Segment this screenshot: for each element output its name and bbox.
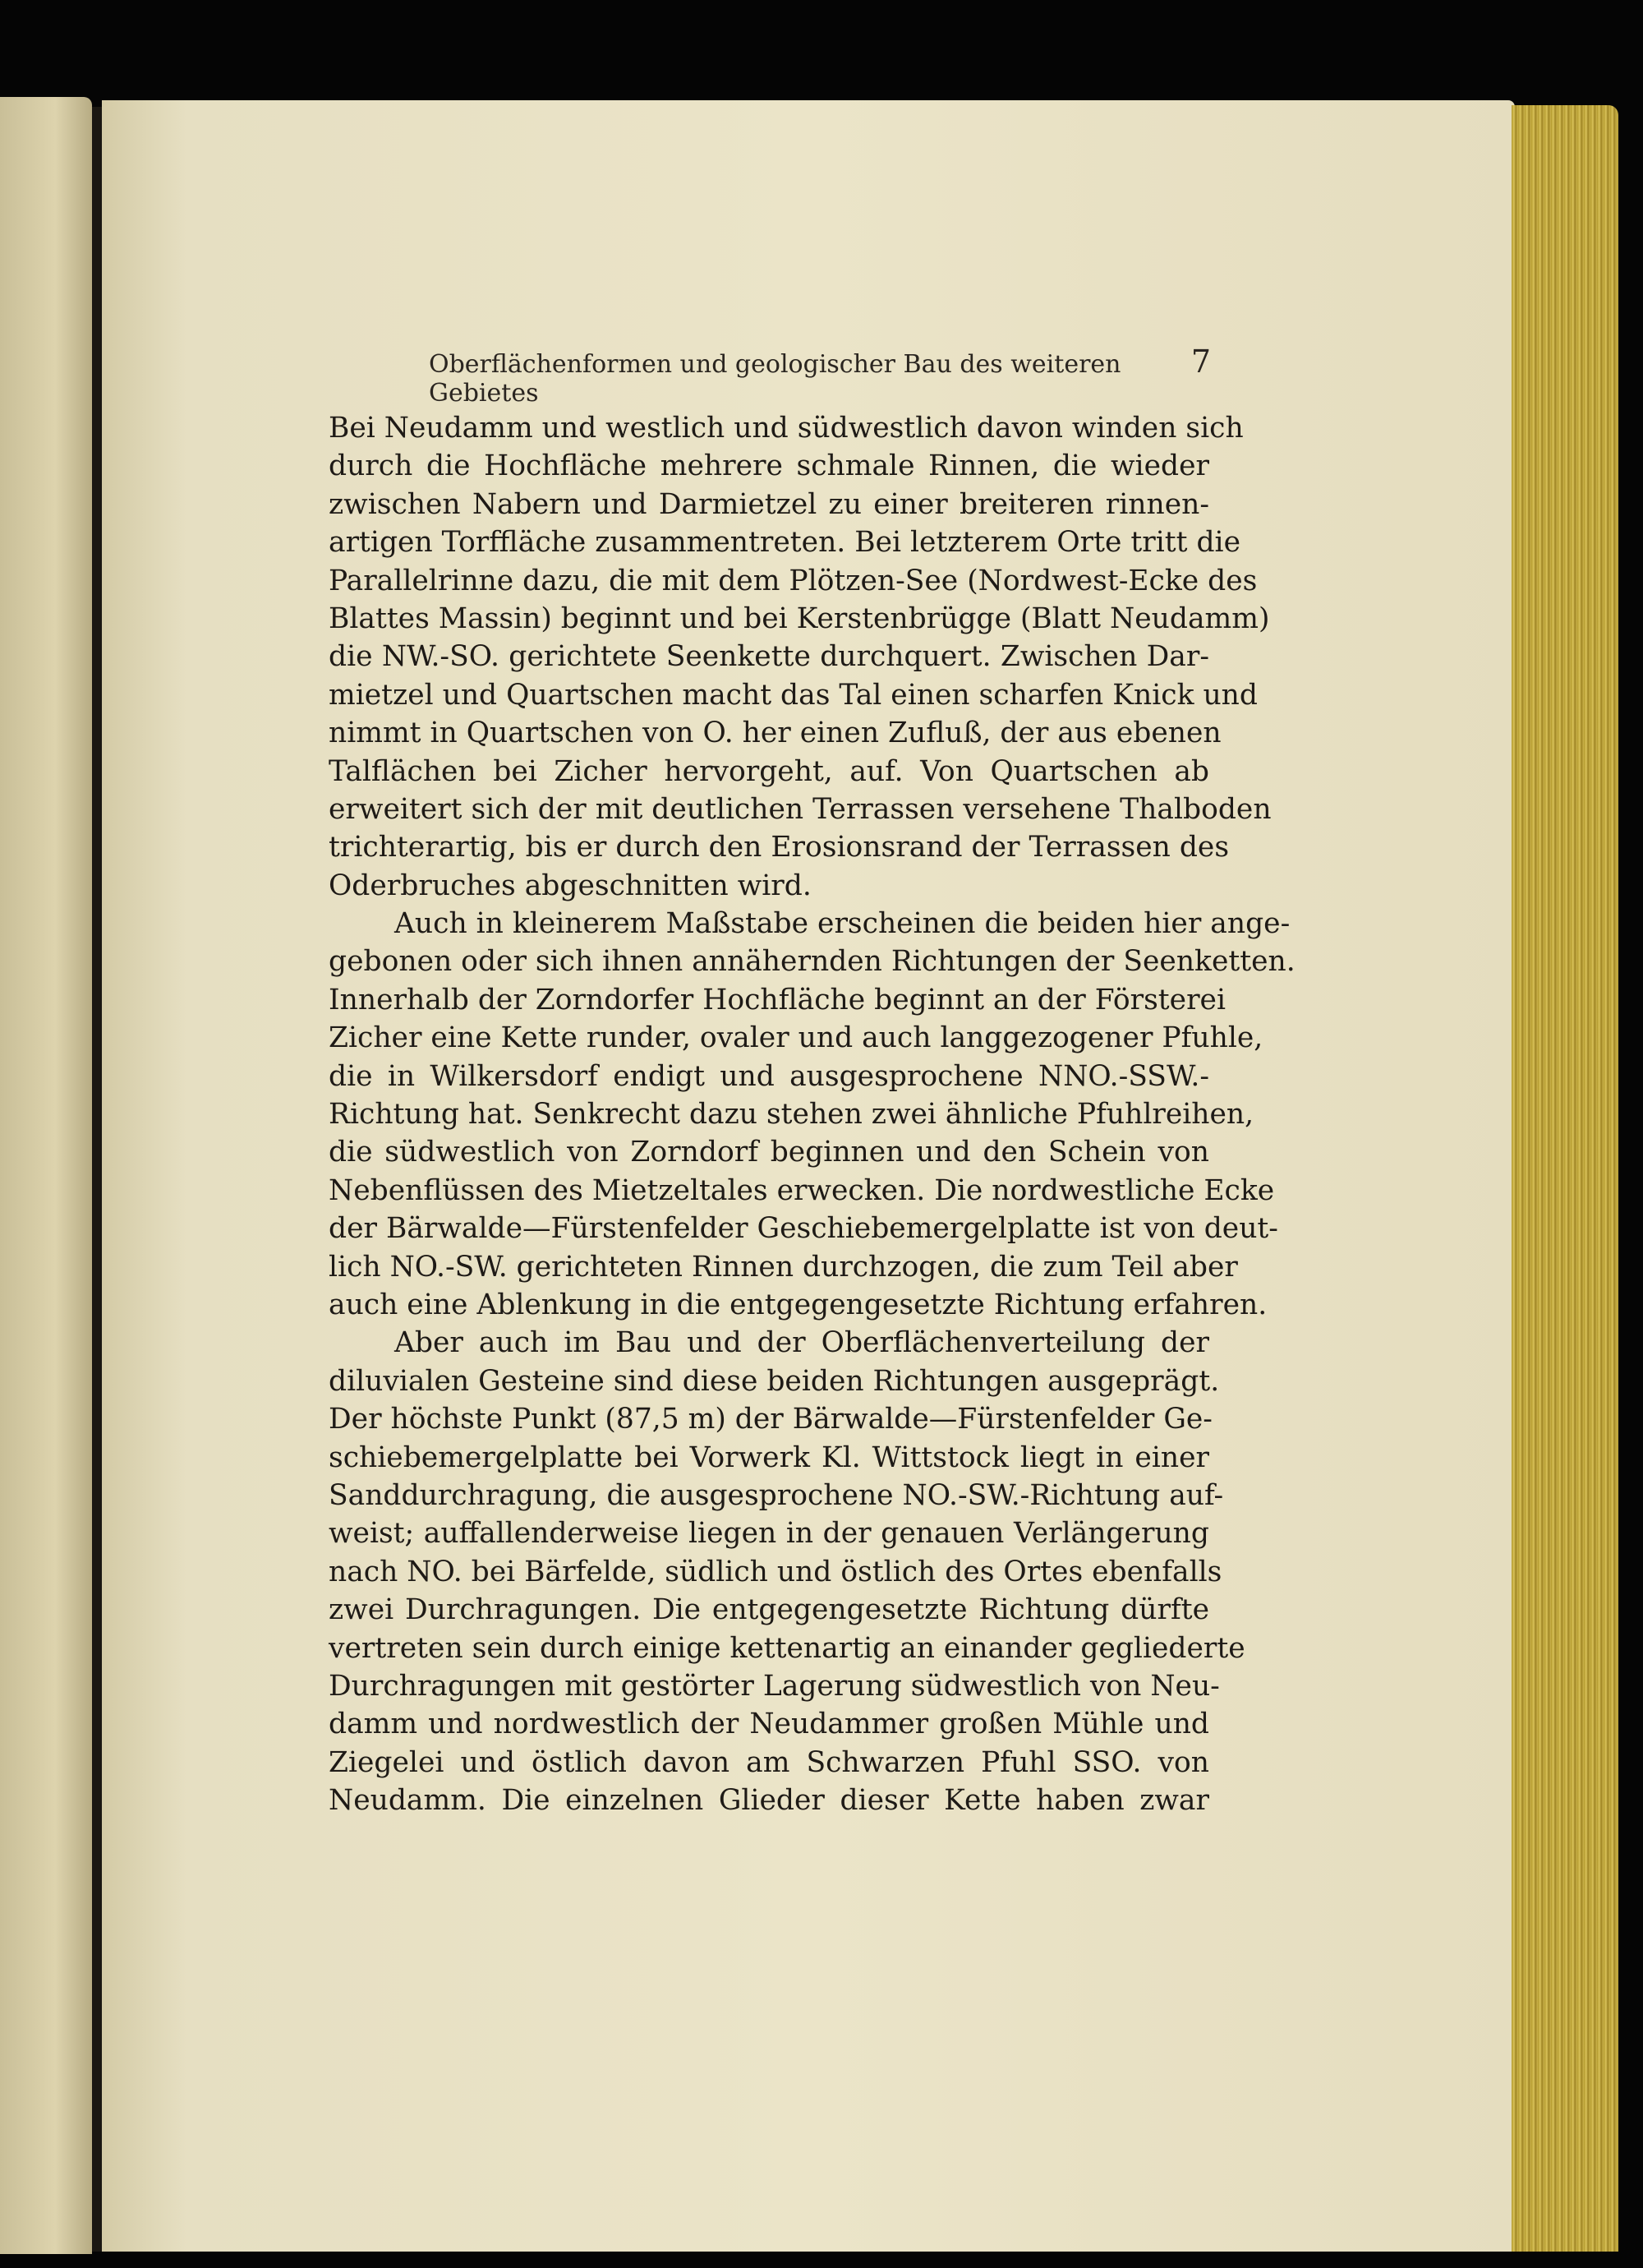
text-line: schiebemergelplatte bei Vorwerk Kl. Wittstock liegt in einer	[329, 1441, 1209, 1474]
text-line: auch eine Ablenkung in die entgegengesetzte Richtung erfahren.	[329, 1288, 1268, 1321]
text-line: artigen Torffläche zusammentreten. Bei letzterem Orte tritt die	[329, 526, 1240, 560]
text-line: zwei Durchragungen. Die entgegengesetzte Richtung dürfte	[329, 1593, 1209, 1627]
text-line: Talflächen bei Zicher hervorgeht, auf. Von Quartschen ab	[329, 754, 1209, 788]
text-line: Neudamm. Die einzelnen Glieder dieser Kette haben zwar	[329, 1784, 1209, 1818]
text-line: Blattes Massin) beginnt und bei Kerstenbrügge (Blatt Neudamm)	[329, 602, 1270, 635]
text-line: Oderbruches abgeschnitten wird.	[329, 869, 812, 902]
text-line: Innerhalb der Zorndorfer Hochfläche beginnt an der Försterei	[329, 983, 1226, 1016]
text-line: der Bärwalde—Fürstenfelder Geschiebemergelplatte ist von deut-	[329, 1212, 1278, 1246]
text-line: Sanddurchragung, die ausgesprochene NO.-SW.-Richtung auf-	[329, 1478, 1224, 1512]
text-line: gebonen oder sich ihnen annähernden Richtungen der Seenketten.	[329, 945, 1296, 979]
text-line: mietzel und Quartschen macht das Tal einen scharfen Knick und	[329, 678, 1258, 712]
text-line: Auch in kleinerem Maßstabe erscheinen die beiden hier ange-	[394, 907, 1291, 941]
text-line: durch die Hochfläche mehrere schmale Rinnen, die wieder	[329, 449, 1209, 483]
text-line: nimmt in Quartschen von O. her einen Zufluß, der aus ebenen	[329, 717, 1222, 750]
text-line: Ziegelei und östlich davon am Schwarzen Pfuhl SSO. von	[329, 1745, 1209, 1779]
page-number: 7	[1190, 343, 1211, 380]
text-line: Der höchste Punkt (87,5 m) der Bärwalde—Fürstenfelder Ge-	[329, 1403, 1213, 1436]
left-page-edge	[0, 97, 92, 2254]
text-line: Richtung hat. Senkrecht dazu stehen zwei ähnliche Pfuhlreihen,	[329, 1098, 1254, 1132]
text-line: damm und nordwestlich der Neudammer großen Mühle und	[329, 1708, 1209, 1741]
text-line: zwischen Nabern und Darmietzel zu einer breiteren rinnen-	[329, 487, 1209, 521]
text-line: Aber auch im Bau und der Oberflächenverteilung der	[394, 1326, 1209, 1360]
paragraph	[329, 1324, 1245, 1819]
page-stack-edges	[1512, 105, 1618, 2252]
text-line: diluvialen Gesteine sind diese beiden Richtungen ausgeprägt.	[329, 1364, 1220, 1398]
body-text	[329, 409, 1296, 1819]
text-line: die in Wilkersdorf endigt und ausgesprochene NNO.-SSW.-	[329, 1059, 1209, 1093]
text-line: die südwestlich von Zorndorf beginnen und den Schein von	[329, 1136, 1209, 1169]
paragraph	[329, 905, 1296, 1324]
text-line: Parallelrinne dazu, die mit dem Plötzen-See (Nordwest-Ecke des	[329, 564, 1258, 597]
text-line: nach NO. bei Bärfelde, südlich und östlich des Ortes ebenfalls	[329, 1555, 1222, 1588]
text-line: lich NO.-SW. gerichteten Rinnen durchzogen, die zum Teil aber	[329, 1250, 1238, 1284]
text-line: Nebenflüssen des Mietzeltales erwecken. Die nordwestliche Ecke	[329, 1173, 1275, 1207]
text-line: Durchragungen mit gestörter Lagerung südwestlich von Neu-	[329, 1669, 1220, 1703]
text-line: weist; auffallenderweise liegen in der genauen Verlängerung	[329, 1517, 1209, 1551]
book-gutter	[92, 107, 102, 2252]
text-line: Bei Neudamm und westlich und südwestlich davon winden sich	[329, 412, 1244, 445]
running-header	[429, 343, 1211, 408]
text-line: die NW.-SO. gerichtete Seenkette durchquert. Zwischen Dar-	[329, 640, 1209, 674]
text-line: Zicher eine Kette runder, ovaler und auch langgezogener Pfuhle,	[329, 1021, 1263, 1055]
running-title: Oberflächenformen und geologischer Bau des weiteren Gebietes	[429, 350, 1121, 408]
text-line: trichterartig, bis er durch den Erosionsrand der Terrassen des	[329, 831, 1230, 864]
text-line: erweitert sich der mit deutlichen Terrassen versehene Thalboden	[329, 792, 1272, 826]
text-line: vertreten sein durch einige kettenartig an einander gegliederte	[329, 1631, 1245, 1665]
paragraph	[329, 409, 1272, 905]
